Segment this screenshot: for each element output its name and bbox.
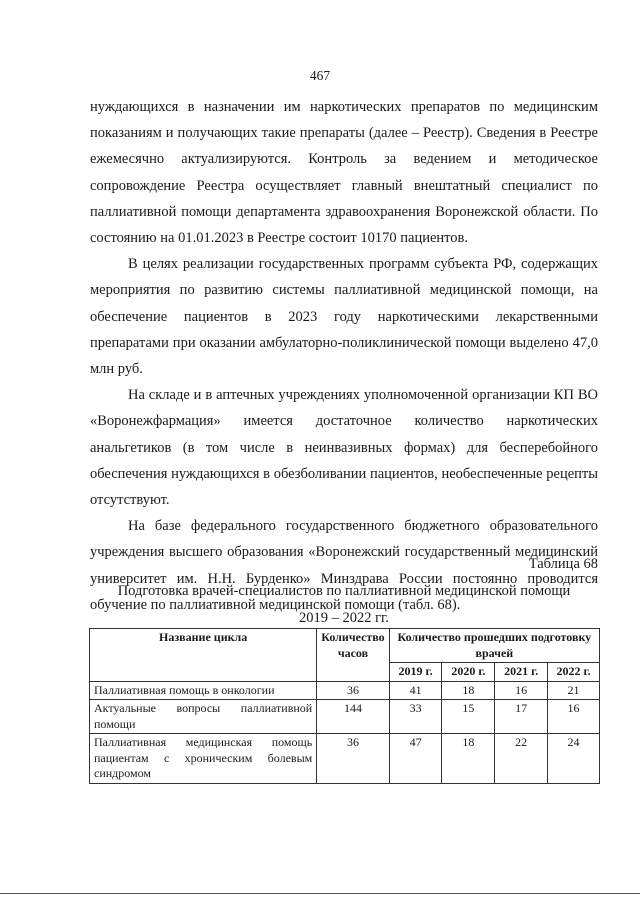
- paragraph-1: нуждающихся в назначении им наркотических препаратов по медицинским показаниям и получающих такие препараты (далее – Реестр). Сведения в Реестре ежемесячно актуализируются. Контроль за ведением и методическое сопровождение Реестра осуществляет главный внештатный специалист по паллиативной помощи департамента здравоохранения Воронежской области. По состоянию на 01.01.2023 в Реестре состоит 10170 пациентов.: [90, 99, 598, 247]
- cell-2021: 17: [495, 700, 548, 734]
- cell-2022: 16: [548, 700, 600, 734]
- table-title-line-1: Подготовка врачей-специалистов по паллиативной медицинской помощи: [117, 583, 571, 599]
- cell-hours: 36: [317, 681, 389, 700]
- cell-hours: 144: [317, 700, 389, 734]
- cell-cycle-name: Паллиативная помощь в онкологии: [90, 681, 317, 700]
- cell-2020: 18: [442, 734, 495, 784]
- cell-2021: 16: [495, 681, 548, 700]
- table-label: Таблица 68: [528, 556, 598, 572]
- cell-2019: 33: [389, 700, 442, 734]
- cell-2022: 24: [548, 734, 600, 784]
- paragraph-4: На базе федерального государственного бюджетного образовательного учреждения высшего образования «Воронежский государственный медицинский университет им. Н.Н. Бурденко» Минздрава России постоянно проводится обучение по паллиативной медицинской помощи (табл. 68).: [90, 518, 598, 613]
- table-row: [90, 734, 600, 784]
- page-number: 467: [309, 68, 331, 83]
- cell-2019: 41: [389, 681, 442, 700]
- table-row: [90, 681, 600, 700]
- paragraph-3: На складе и в аптечных учреждениях уполномоченной организации КП ВО «Воронежфармация» имеется достаточное количество наркотических анальгетиков (в том числе в неинвазивных формах) для бесперебойного обеспечения нуждающихся в обезболивании пациентов, необеспеченные рецепты отсутствуют.: [90, 387, 598, 509]
- table-title: [90, 578, 598, 632]
- cell-2020: 15: [442, 700, 495, 734]
- cell-2021: 22: [495, 734, 548, 784]
- cell-2020: 18: [442, 681, 495, 700]
- body-text: [90, 94, 598, 618]
- cell-cycle-name: Актуальные вопросы паллиативной помощи: [90, 700, 317, 734]
- cell-cycle-name: Паллиативная медицинская помощь пациентам с хроническим болевым синдромом: [90, 734, 317, 784]
- cell-2022: 21: [548, 681, 600, 700]
- header-trained-count: Количество прошедших подготовку врачей: [389, 629, 599, 663]
- page-bottom-rule: [0, 893, 640, 894]
- header-hours: Количество часов: [317, 629, 389, 682]
- header-year-2020: 2020 г.: [442, 663, 495, 682]
- header-year-2021: 2021 г.: [495, 663, 548, 682]
- paragraph-2: В целях реализации государственных программ субъекта РФ, содержащих мероприятия по развитию системы паллиативной медицинской помощи, на обеспечение пациентов в 2023 году наркотическими лекарственными препаратами при оказании амбулаторно-поликлинической помощи выделено 47,0 млн руб.: [90, 256, 598, 378]
- table-row: [90, 700, 600, 734]
- header-cycle-name: Название цикла: [90, 629, 317, 682]
- header-year-2022: 2022 г.: [548, 663, 600, 682]
- table-title-line-2: 2019 – 2022 гг.: [298, 610, 389, 626]
- training-table: [89, 628, 600, 784]
- cell-2019: 47: [389, 734, 442, 784]
- table-header-row: [90, 629, 600, 663]
- header-year-2019: 2019 г.: [389, 663, 442, 682]
- cell-hours: 36: [317, 734, 389, 784]
